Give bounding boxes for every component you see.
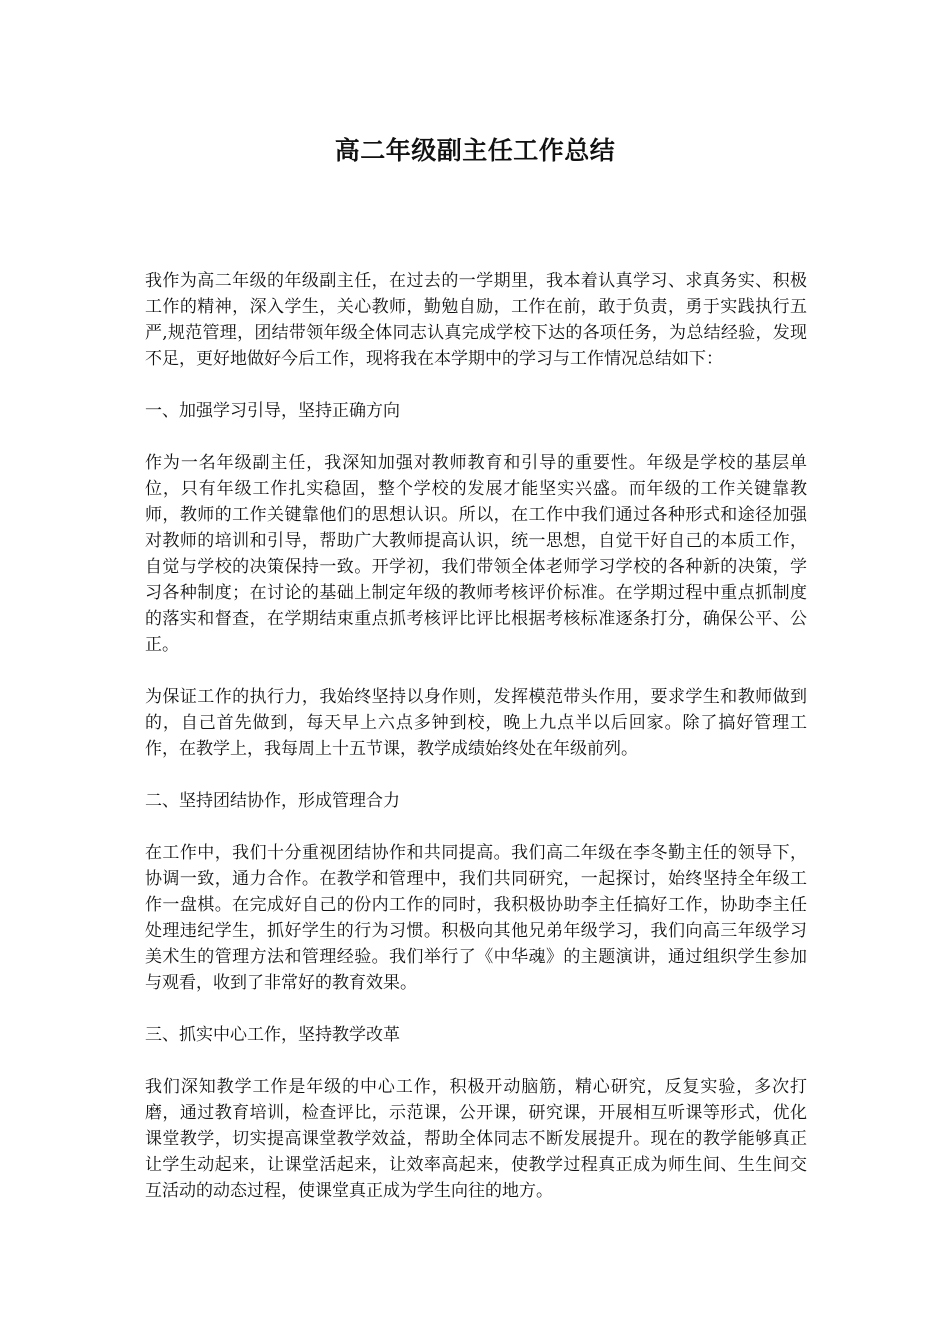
section-heading-2: 二、坚持团结协作，形成管理合力 xyxy=(145,791,400,811)
section-heading-1: 一、加强学习引导，坚持正确方向 xyxy=(145,401,400,421)
document-body xyxy=(145,268,807,1230)
paragraph-intro: 我作为高二年级的年级副主任，在过去的一学期里，我本着认真学习、求真务实、积极工作的精神，深入学生，关心教师，勤勉自励，工作在前，敢于负责，勇于实践执行五严,规范管理，团结带领年级全体同志认真完成学校下达的各项任务，为总结经验，发现不足，更好地做好今后工作，现将我在本学期中的学习与工作情况总结如下： xyxy=(145,271,807,369)
document-title: 高二年级副主任工作总结 xyxy=(334,136,616,165)
paragraph-section-1-execution: 为保证工作的执行力，我始终坚持以身作则，发挥模范带头作用，要求学生和教师做到的，自己首先做到，每天早上六点多钟到校，晚上九点半以后回家。除了搞好管理工作，在教学上，我每周上十五节课，教学成绩始终处在年级前列。 xyxy=(145,687,807,759)
paragraph-section-3: 我们深知教学工作是年级的中心工作，积极开动脑筋，精心研究，反复实验，多次打磨，通过教育培训，检查评比，示范课，公开课，研究课，开展相互听课等形式，优化课堂教学，切实提高课堂教学效益，帮助全体同志不断发展提升。现在的教学能够真正让学生动起来，让课堂活起来，让效率高起来，使教学过程真正成为师生间、生生间交互活动的动态过程，使课堂真正成为学生向往的地方。 xyxy=(145,1077,807,1201)
section-heading-3: 三、抓实中心工作，坚持教学改革 xyxy=(145,1025,400,1045)
paragraph-section-2: 在工作中，我们十分重视团结协作和共同提高。我们高二年级在李冬勤主任的领导下，协调一致，通力合作。在教学和管理中，我们共同研究，一起探讨，始终坚持全年级工作一盘棋。在完成好自己的份内工作的同时，我积极协助李主任搞好工作，协助李主任处理违纪学生，抓好学生的行为习惯。积极向其他兄弟年级学习，我们向高三年级学习美术生的管理方法和管理经验。我们举行了《中华魂》的主题演讲，通过组织学生参加与观看，收到了非常好的教育效果。 xyxy=(145,843,807,993)
paragraph-section-1: 作为一名年级副主任，我深知加强对教师教育和引导的重要性。年级是学校的基层单位，只有年级工作扎实稳固，整个学校的发展才能坚实兴盛。而年级的工作关键靠教师，教师的工作关键靠他们的思想认识。所以，在工作中我们通过各种形式和途径加强对教师的培训和引导，帮助广大教师提高认识，统一思想，自觉干好自己的本质工作，自觉与学校的决策保持一致。开学初，我们带领全体老师学习学校的各种新的决策，学习各种制度；在讨论的基础上制定年级的教师考核评价标准。在学期过程中重点抓制度的落实和督查，在学期结束重点抓考核评比评比根据考核标准逐条打分，确保公平、公正。 xyxy=(145,453,807,655)
